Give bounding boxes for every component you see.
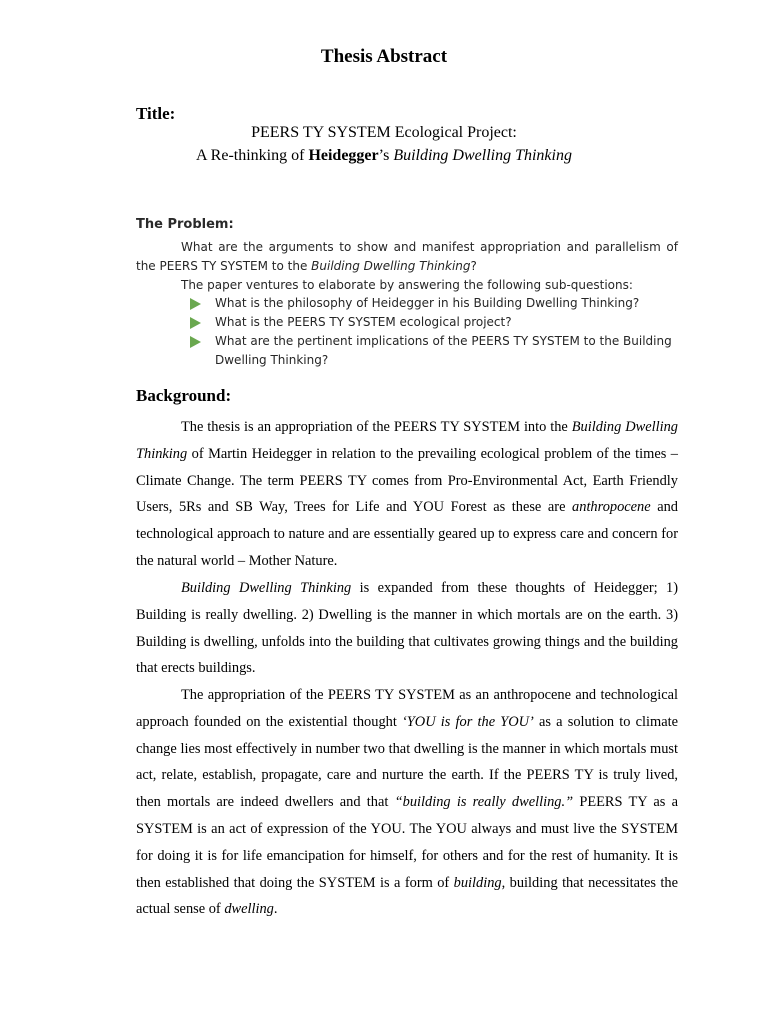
problem-question <box>136 238 678 276</box>
subtitle-italic-title: Building Dwelling Thinking <box>393 147 572 164</box>
background-heading: Background: <box>136 386 232 405</box>
thesis-title-line-1: PEERS TY SYSTEM Ecological Project: <box>251 124 517 141</box>
title-label: Title: <box>136 104 176 123</box>
triangle-bullet-icon <box>190 317 201 329</box>
sub-question-text: What is the PEERS TY SYSTEM ecological project? <box>215 315 512 329</box>
p1-text-b: of Martin Heidegger in relation to the prevailing ecological problem of the times – Climate Change. The term PEERS TY comes from Pro-Environmental Act, Earth Friendly Users, 5Rs and SB Way, Trees for Life and YOU Forest as these are <box>136 445 678 516</box>
p2-italic-a: Building Dwelling Thinking <box>181 580 352 596</box>
sub-question-item <box>190 313 678 332</box>
p1-italic-a: Building Dwelling Thinking <box>136 419 678 462</box>
subtitle-possessive: ’s <box>378 147 394 164</box>
sub-question-text: What is the philosophy of Heidegger in his Building Dwelling Thinking? <box>215 296 640 310</box>
p3-text-d: , building that necessitates the actual sense of <box>136 874 679 918</box>
problem-question-text: What are the arguments to show and manifest appropriation and parallelism of the PEERS TY SYSTEM to the <box>136 240 678 273</box>
problem-question-italic: Building Dwelling Thinking <box>311 259 471 273</box>
p3-text-a: The appropriation of the PEERS TY SYSTEM as an anthropocene and technological approach founded on the existential thought <box>136 687 678 730</box>
p3-text-c: PEERS TY as a SYSTEM is an act of expression of the YOU. The YOU always and must live the SYSTEM for doing it is for life emancipation for himself, for others and for the rest of humanity. It is then established that doing the SYSTEM is a form of <box>136 794 678 891</box>
thesis-title-line-2 <box>0 147 768 165</box>
triangle-bullet-icon <box>190 336 201 348</box>
p1-text-c: and technological approach to nature and are essentially geared up to express care and concern for the natural world – Mother Nature. <box>136 499 678 569</box>
page-title: Thesis Abstract <box>320 46 448 67</box>
p3-text-b: as a solution to climate change lies most effectively in number two that dwelling is the manner in which mortals must act, relate, establish, propagate, care and nurture the earth. If the PEERS TY is truly lived, then mortals are indeed dwellers and that <box>136 713 678 811</box>
problem-question-end: ? <box>470 259 477 273</box>
problem-intro: The paper ventures to elaborate by answering the following sub-questions: <box>181 278 633 292</box>
triangle-bullet-icon <box>190 298 201 310</box>
subtitle-name: Heidegger <box>308 147 379 164</box>
p1-italic-b: anthropocene <box>572 499 651 516</box>
sub-question-text: What are the pertinent implications of the PEERS TY SYSTEM to the Building Dwelling Thinking? <box>215 334 672 367</box>
background-paragraph-2 <box>136 575 678 682</box>
problem-heading: The Problem: <box>136 217 234 232</box>
p3-italic-a: ‘YOU is for the YOU’ <box>402 713 534 730</box>
p2-text-a: is expanded from these thoughts of Heidegger; 1) Building is really dwelling. 2) Dwelling is the manner in which mortals are on the earth. 3) Building is dwelling, unfolds into the building that cultivates growing things and the building that erects buildings. <box>136 580 678 677</box>
p3-italic-d: dwelling <box>224 901 274 918</box>
background-paragraph-1 <box>136 414 678 575</box>
p3-italic-c: building <box>453 874 502 891</box>
background-paragraph-3 <box>136 682 678 923</box>
p3-italic-b: “building is really dwelling.” <box>394 794 574 811</box>
p3-text-e: . <box>273 901 278 918</box>
sub-question-item <box>190 332 678 370</box>
p1-text-a: The thesis is an appropriation of the PEERS TY SYSTEM into the <box>181 419 572 435</box>
subtitle-prefix: A Re-thinking of <box>196 147 309 164</box>
sub-question-item <box>190 294 678 313</box>
